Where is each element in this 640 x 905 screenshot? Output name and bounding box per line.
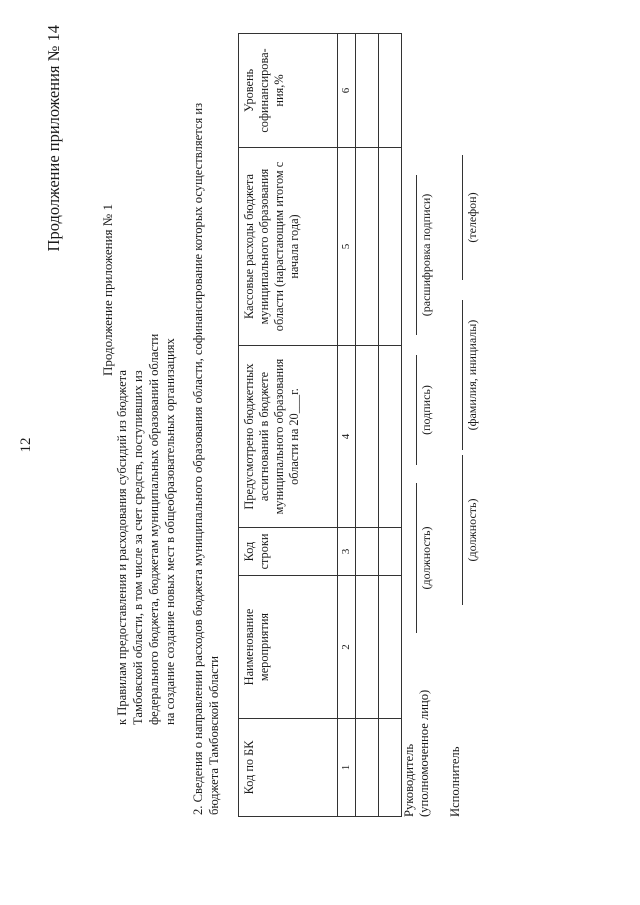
head-caption: (подпись) <box>419 385 433 435</box>
head-position-line <box>416 483 417 633</box>
table-cell <box>379 528 402 576</box>
section-heading <box>190 35 222 815</box>
head-label-line: Руководитель <box>402 743 416 817</box>
head-label <box>402 647 432 817</box>
column-number: 6 <box>338 34 356 148</box>
table-cell <box>379 34 402 148</box>
column-header: Код строки <box>239 528 338 576</box>
table-cell <box>356 148 379 346</box>
page-number: 12 <box>18 437 34 453</box>
executor-name-line <box>462 300 463 450</box>
column-number-row <box>338 34 356 817</box>
appendix-subheading: Продолжение приложения № 1 <box>100 204 115 376</box>
table-cell <box>356 34 379 148</box>
table-cell <box>379 719 402 817</box>
rules-line: на создание создание новых мест в общеобразовательных организациях <box>163 338 177 725</box>
head-caption: (должность) <box>419 526 433 590</box>
head-label-line: (уполномоченное лицо) <box>417 689 431 817</box>
rules-line: Тамбовской области, в том числе за счет средств, поступивших из <box>131 370 145 725</box>
executor-caption: (телефон) <box>465 192 479 243</box>
table-row <box>356 34 379 817</box>
table-header-row <box>239 34 338 817</box>
table-cell <box>356 346 379 528</box>
column-number: 3 <box>338 528 356 576</box>
executor-caption: (должность) <box>465 498 479 562</box>
table-row <box>379 34 402 817</box>
table-cell <box>356 576 379 719</box>
rules-line: к Правилам предоставления и расходования субсидий из бюджета <box>115 370 129 725</box>
head-name-line <box>416 175 417 335</box>
table-cell <box>356 719 379 817</box>
column-number: 4 <box>338 346 356 528</box>
column-header: Предусмотрено бюджетных ассигнований в бюджете муниципального образования области на 20___г. <box>239 346 338 528</box>
column-header: Кассовые расходы бюджета муниципального образования области (нарастающим итогом с начала года) <box>239 148 338 346</box>
head-caption: (расшифровка подписи) <box>419 193 433 317</box>
table-cell <box>356 528 379 576</box>
table-cell <box>379 148 402 346</box>
column-number: 2 <box>338 576 356 719</box>
executor-phone-line <box>462 155 463 280</box>
expenditure-table <box>238 33 402 817</box>
column-number: 1 <box>338 719 356 817</box>
table-cell <box>379 576 402 719</box>
column-number: 5 <box>338 148 356 346</box>
column-header: Наименование мероприятия <box>239 576 338 719</box>
section-line: 2. Сведения о направлении расходов бюджета муниципального образования области, софинансирование которых осуществляется из <box>191 102 205 815</box>
table-cell <box>379 346 402 528</box>
rules-line: федерального бюджета, бюджетам муниципальных образований области <box>147 333 161 725</box>
column-header: Код по БК <box>239 719 338 817</box>
continuation-title: Продолжение приложения № 14 <box>44 25 63 252</box>
executor-caption: (фамилия, инициалы) <box>465 319 479 431</box>
executor-position-line <box>462 455 463 605</box>
executor-label: Исполнитель <box>448 746 462 817</box>
rules-reference-text <box>114 35 178 725</box>
head-signature-line <box>416 355 417 465</box>
column-header: Уровень софинансирова-ния,% <box>239 34 338 148</box>
section-line: бюджета Тамбовской области <box>207 656 221 815</box>
